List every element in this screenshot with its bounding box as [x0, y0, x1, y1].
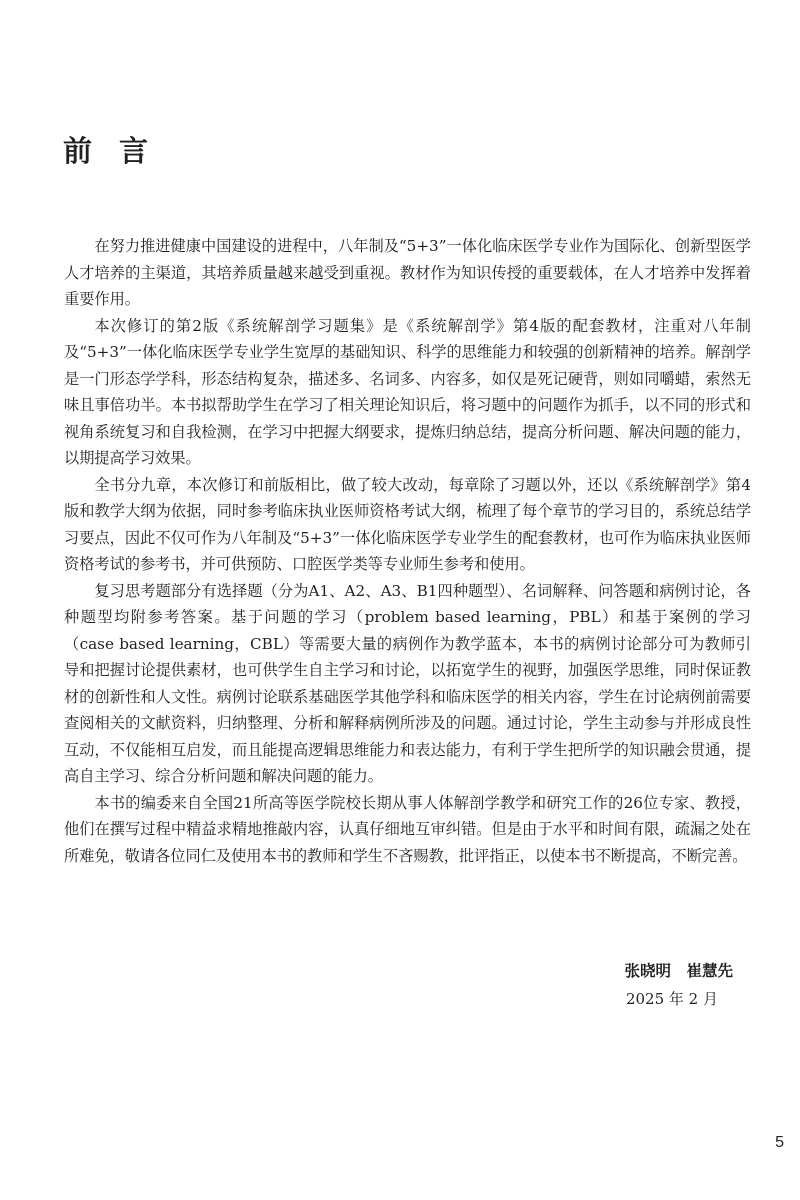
- author-signature: 张晓明 崔慧先: [624, 962, 733, 980]
- page-number: 5: [775, 1134, 784, 1151]
- paragraph: 复习思考题部分有选择题（分为A1、A2、A3、B1四种题型）、名词解释、问答题和病例讨论，各种题型均附参考答案。基于问题的学习（problem based learning，PBL）和基于案例的学习（case based learning，CBL）等需要大量的病例作为教学蓝本，本书的病例讨论部分可为教师引导和把握讨论提供素材，也可供学生自主学习和讨论，以拓宽学生的视野，加强医学思维，同时保证教材的创新性和人文性。病例讨论联系基础医学其他学科和临床医学的相关内容，学生在讨论病例前需要查阅相关的文献资料，归纳整理、分析和解释病例所涉及的问题。通过讨论，学生主动参与并形成良性互动，不仅能相互启发，而且能提高逻辑思维能力和表达能力，有利于学生把所学的知识融会贯通，提高自主学习、综合分析问题和解决问题的能力。: [64, 581, 751, 785]
- paragraph: 本次修订的第2版《系统解剖学习题集》是《系统解剖学》第4版的配套教材，注重对八年制及“5+3”一体化临床医学专业学生宽厚的基础知识、科学的思维能力和较强的创新精神的培养。解剖学是一门形态学学科，形态结构复杂，描述多、名词多、内容多，如仅是死记硬背，则如同嚼蜡，索然无味且事倍功半。本书拟帮助学生在学习了相关理论知识后，将习题中的问题作为抓手，以不同的形式和视角系统复习和自我检测，在学习中把握大纲要求，提炼归纳总结，提高分析问题、解决问题的能力，以期提高学习效果。: [64, 316, 751, 467]
- preface-body: [64, 233, 751, 869]
- page-title: 前言: [63, 134, 176, 169]
- preface-date: 2025 年 2 月: [625, 990, 718, 1008]
- paragraph: 在努力推进健康中国建设的进程中，八年制及“5+3”一体化临床医学专业作为国际化、创新型医学人才培养的主渠道，其培养质量越来越受到重视。教材作为知识传授的重要载体，在人才培养中发挥着重要作用。: [64, 237, 751, 308]
- paragraph: 本书的编委来自全国21所高等医学院校长期从事人体解剖学教学和研究工作的26位专家、教授，他们在撰写过程中精益求精地推敲内容，认真仔细地互审纠错。但是由于水平和时间有限，疏漏之处在所难免，敬请各位同仁及使用本书的教师和学生不吝赐教，批评指正，以使本书不断提高，不断完善。: [64, 793, 751, 865]
- paragraph: 全书分九章，本次修订和前版相比，做了较大改动，每章除了习题以外，还以《系统解剖学》第4版和教学大纲为依据，同时参考临床执业医师资格考试大纲，梳理了每个章节的学习目的，系统总结学习要点，因此不仅可作为八年制及“5+3”一体化临床医学专业学生的配套教材，也可作为临床执业医师资格考试的参考书，并可供预防、口腔医学类等专业师生参考和使用。: [64, 475, 751, 573]
